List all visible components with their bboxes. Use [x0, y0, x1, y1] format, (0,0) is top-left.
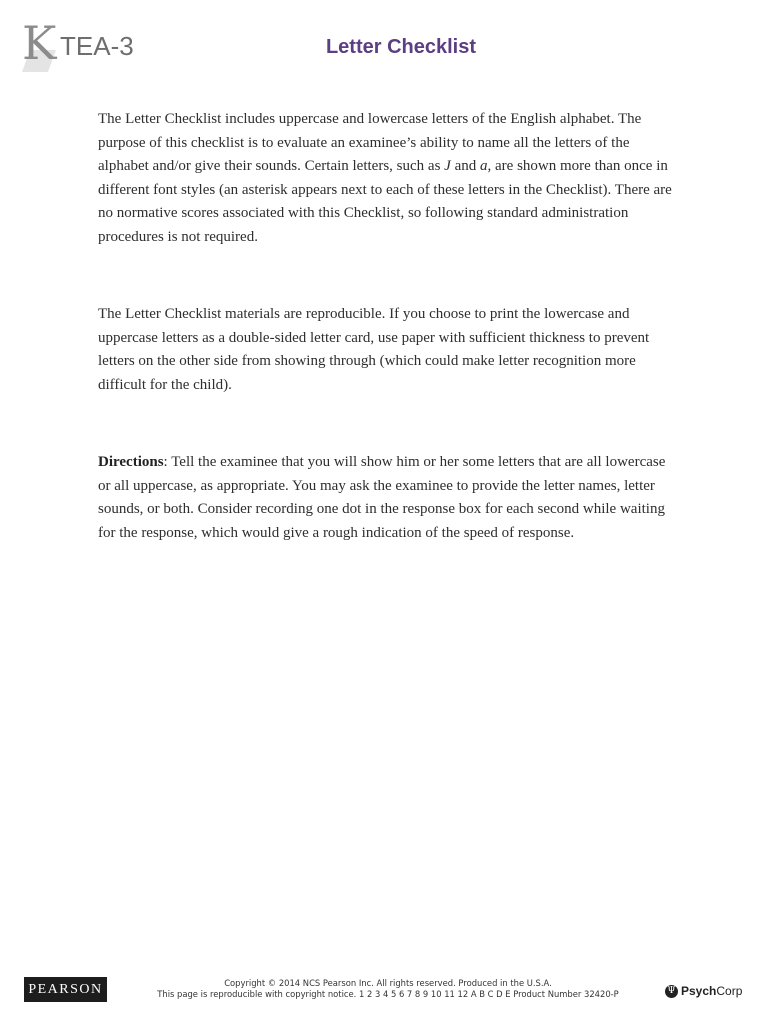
logo-k: K: [22, 16, 55, 70]
directions-paragraph: [98, 451, 676, 545]
psychcorp-logo: [665, 982, 742, 1000]
page-title: Letter Checklist: [325, 36, 477, 58]
intro-text-a: The Letter Checklist includes uppercase and lowercase letters of the English alphabet. The purpose of this checklist is to evaluate an examinee’s ability to name all the letters of the alphabet and/or give their sounds. Certain letters, such as: [98, 111, 642, 174]
copyright-line: Copyright © 2014 NCS Pearson Inc. All rights reserved. Produced in the U.S.A.: [224, 978, 552, 988]
letter-j: J: [444, 158, 451, 174]
letter-a: a: [480, 158, 488, 174]
psychcorp-icon: Ψ: [665, 985, 678, 998]
directions-text: : Tell the examinee that you will show him or her some letters that are all lowercase or all uppercase, as appropriate. You may ask the examinee to provide the letter names, letter sounds, or both. Consider recording one dot in the response box for each second while waiting for the response, which would give a rough indication of the speed of response.: [98, 454, 666, 541]
psychcorp-corp: Corp: [716, 984, 743, 998]
pearson-logo: PEARSON: [24, 977, 107, 1002]
reproducible-notice: This page is reproducible with copyright notice. 1 2 3 4 5 6 7 8 9 10 11 12 A B C D E Product Number 32420-P: [157, 989, 619, 999]
footer-copyright: [110, 978, 666, 1000]
materials-paragraph: The Letter Checklist materials are reproducible. If you choose to print the lowercase and uppercase letters as a double-sided letter card, use paper with sufficient thickness to prevent letters on the other side from showing through (which could make letter recognition more difficult for the child).: [98, 306, 650, 393]
intro-paragraph: [98, 108, 676, 249]
directions-label: Directions: [98, 454, 164, 470]
intro-text-b: and: [450, 158, 481, 174]
psychcorp-psych: Psych: [681, 984, 717, 998]
logo-text: TEA-3: [60, 31, 134, 61]
intro-text-c: , are shown more than once in different font styles (an asterisk appears next to each of these letters in the Checklist). There are no normative scores associated with this Checklist, so following standard administration procedures is not required.: [98, 158, 672, 245]
